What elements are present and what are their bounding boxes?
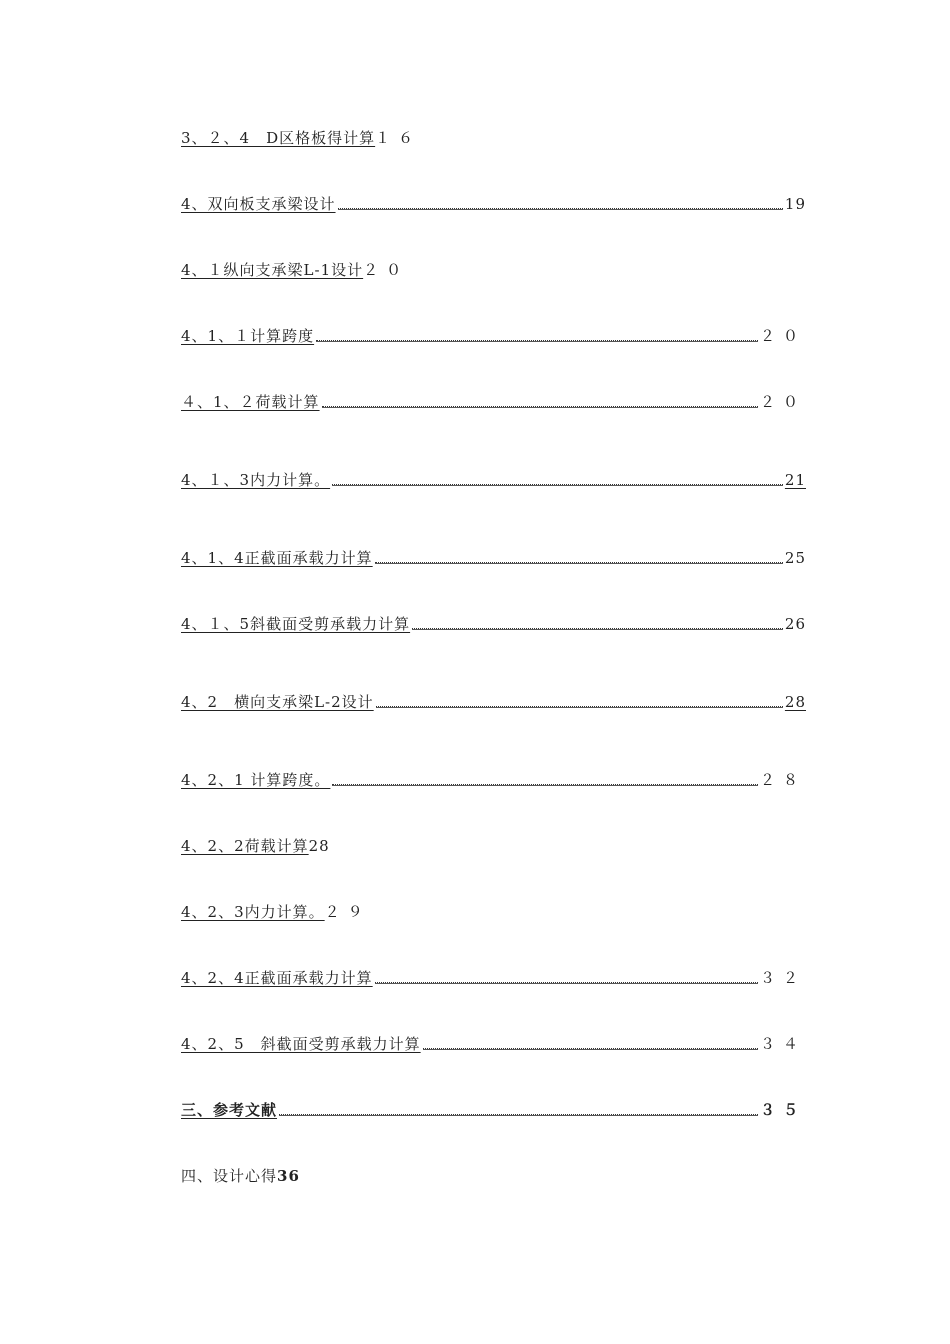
toc-dot-leader	[376, 702, 783, 707]
toc-entry-design-notes[interactable]	[181, 1162, 300, 1186]
toc-entry-references[interactable]	[181, 1096, 806, 1120]
toc-entry-label[interactable]: 4、2、1 计算跨度。	[181, 771, 331, 789]
toc-entry-page: ３５	[759, 1101, 806, 1119]
toc-entry-4-1-1[interactable]	[181, 322, 806, 346]
toc-entry-label[interactable]: 4、2、5 斜截面受剪承载力计算	[181, 1035, 421, 1053]
toc-dot-leader	[316, 336, 758, 341]
toc-dot-leader	[375, 978, 758, 983]
toc-entry-page: 25	[784, 549, 806, 567]
toc-entry-label[interactable]: 4、2 横向支承梁L-2设计	[181, 693, 374, 711]
toc-entry-label[interactable]: 4、1、１计算跨度	[181, 327, 315, 345]
toc-entry-4-2-3[interactable]	[181, 898, 371, 922]
toc-entry-page: ３４	[759, 1035, 806, 1053]
toc-entry-label[interactable]: 四、设计心得	[181, 1167, 278, 1185]
toc-entry-label[interactable]: 4、１、5斜截面受剪承载力计算	[181, 615, 411, 633]
toc-entry-label[interactable]: 4、2、3内力计算。	[181, 903, 325, 921]
toc-entry-4-2-5[interactable]	[181, 1030, 806, 1054]
toc-entry-page: １６	[375, 129, 422, 147]
toc-entry-page: ２０	[363, 261, 410, 279]
toc-entry-4-1-2[interactable]	[181, 388, 806, 412]
table-of-contents	[181, 0, 806, 1344]
toc-entry-3-2-4[interactable]	[181, 124, 421, 148]
toc-entry-4-1-5[interactable]	[181, 610, 806, 634]
toc-entry-label[interactable]: 三、参考文献	[181, 1101, 278, 1119]
toc-dot-leader	[375, 558, 783, 563]
toc-entry-label[interactable]: 4、１纵向支承梁L-1设计	[181, 261, 364, 279]
toc-dot-leader	[332, 780, 758, 785]
toc-entry-page: 21	[784, 471, 806, 489]
toc-entry-label[interactable]: 3、２、4 D区格板得计算	[181, 129, 376, 147]
toc-entry-label[interactable]: 4、1、4正截面承载力计算	[181, 549, 373, 567]
toc-entry-4-1[interactable]	[181, 256, 409, 280]
toc-entry-page: ２０	[759, 327, 806, 345]
toc-entry-4-2-1[interactable]	[181, 766, 806, 790]
toc-entry-page: ２９	[324, 903, 371, 921]
toc-entry-page: 28	[784, 693, 806, 711]
toc-entry-page: ２０	[759, 393, 806, 411]
toc-entry-4-1-4[interactable]	[181, 544, 806, 568]
toc-entry-page: ２８	[759, 771, 806, 789]
toc-dot-leader	[412, 624, 783, 629]
toc-entry-page: 26	[784, 615, 806, 633]
toc-entry-page: 28	[308, 837, 330, 855]
toc-dot-leader	[332, 480, 783, 485]
toc-entry-page: ３２	[759, 969, 806, 987]
toc-entry-label[interactable]: 4、2、4正截面承载力计算	[181, 969, 373, 987]
toc-entry-4-2-4[interactable]	[181, 964, 806, 988]
toc-entry-4-1-3[interactable]	[181, 466, 806, 490]
toc-entry-4-2-2[interactable]	[181, 832, 330, 856]
toc-entry-label[interactable]: 4、双向板支承梁设计	[181, 195, 336, 213]
toc-dot-leader	[423, 1044, 758, 1049]
toc-entry-4[interactable]	[181, 190, 806, 214]
toc-dot-leader	[279, 1110, 758, 1115]
toc-entry-label[interactable]: 4、2、2荷载计算	[181, 837, 309, 855]
toc-entry-page: 19	[784, 195, 806, 213]
toc-dot-leader	[338, 204, 783, 209]
toc-entry-4-2[interactable]	[181, 688, 806, 712]
toc-entry-page: 36	[277, 1167, 300, 1185]
toc-entry-label[interactable]: 4、１、3内力计算。	[181, 471, 331, 489]
toc-entry-label[interactable]: ４、1、２荷载计算	[181, 393, 320, 411]
toc-dot-leader	[322, 402, 758, 407]
